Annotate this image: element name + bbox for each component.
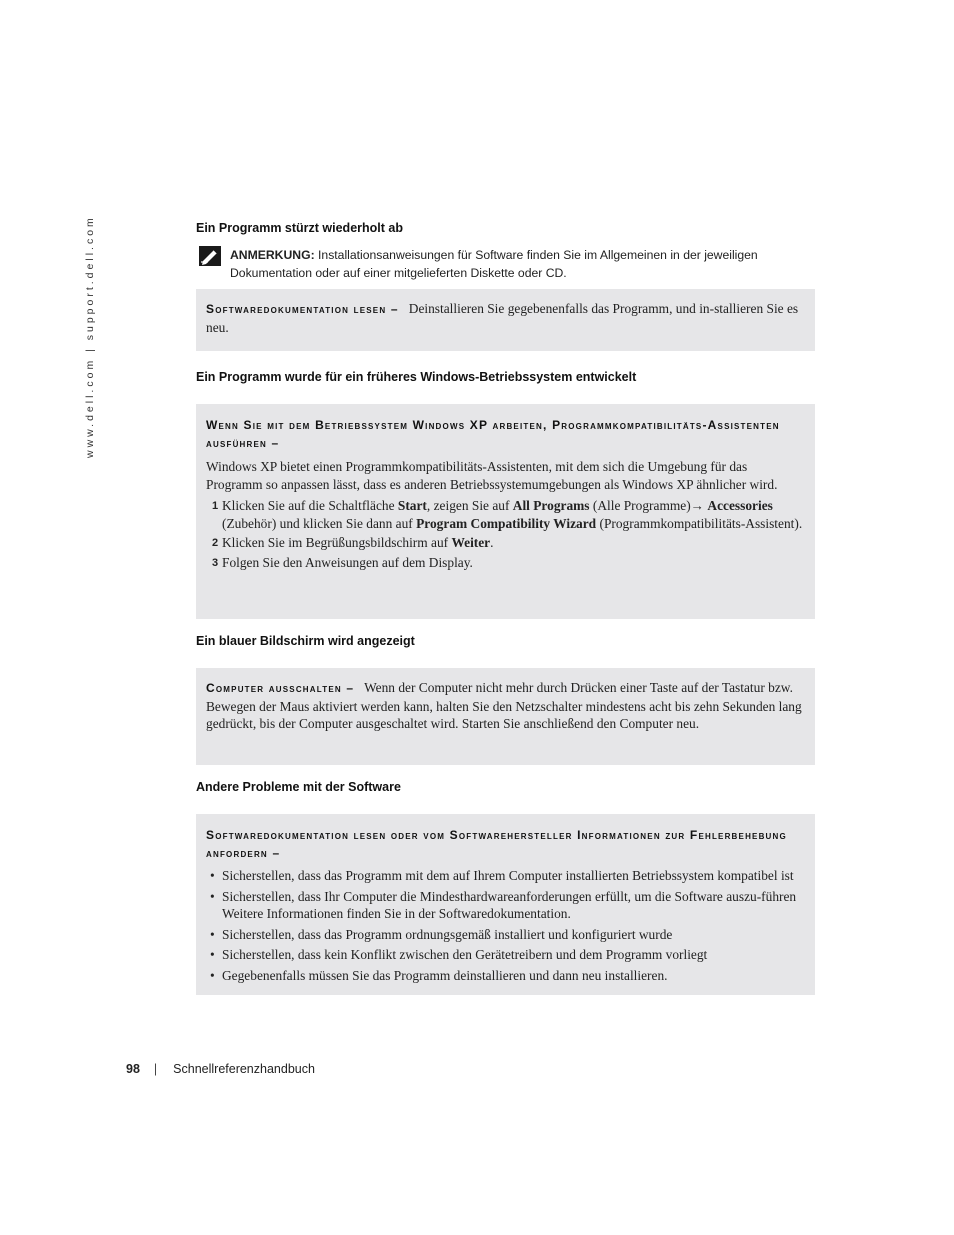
note-label: ANMERKUNG:: [230, 248, 315, 262]
step-text: (Alle Programme)→: [589, 498, 708, 513]
section-heading-blue-screen: Ein blauer Bildschirm wird angezeigt: [196, 634, 415, 648]
step-number: 2: [212, 537, 219, 549]
solution-box-power-off: [196, 668, 815, 765]
book-title: Schnellreferenzhandbuch: [173, 1062, 315, 1076]
ui-term-start: Start: [397, 498, 427, 513]
box-text-power-off: Wenn der Computer nicht mehr durch Drücken einer Taste auf der Tastatur bzw. Bewegen der Maus aktiviert werden kann, halten Sie den Netzschalter mindestens acht bis zehn Sekunden lang gedrückt, bis der Computer ausgeschaltet wird. Starten Sie anschließend den Computer neu.: [206, 680, 802, 731]
note-text-block: [230, 246, 815, 282]
solution-box-reinstall-body: [206, 300, 805, 336]
compat-intro: Windows XP bietet einen Programmkompatibilitäts-Assistenten, mit dem sich die Umgebung für das Programm so anpassen lässt, dass es anderen Betriebssystemumgebungen als Windows XP ähnlicher wird.: [206, 459, 778, 492]
step-number: 3: [212, 556, 219, 569]
ui-term-accessories: Accessories: [707, 498, 773, 513]
box-text-reinstall: Deinstallieren Sie gegebenenfalls das Programm, und in-stallieren Sie es neu.: [206, 301, 799, 335]
page-footer: [126, 1062, 315, 1076]
page-number: 98: [126, 1062, 140, 1076]
box-title-computer-off: Computer ausschalten –: [206, 681, 355, 695]
solution-box-power-off-body: [206, 679, 805, 733]
step-text: Klicken Sie im Begrüßungsbildschirm auf: [222, 535, 452, 550]
section-heading-program-crashes: Ein Programm stürzt wiederholt ab: [196, 221, 403, 235]
ui-term-all-programs: All Programs: [512, 498, 590, 513]
step-text: Klicken Sie auf die Schaltfläche: [222, 498, 398, 513]
footer-separator: |: [153, 1062, 158, 1076]
step-text: , zeigen Sie auf: [426, 498, 513, 513]
list-item: • Sicherstellen, dass das Programm mit dem auf Ihrem Computer installierten Betriebssystem kompatibel ist: [206, 867, 805, 885]
note-text: Installationsanweisungen für Software finden Sie im Allgemeinen in der jeweiligen Dokumentation oder auf einer mitgelieferten Diskette oder CD.: [230, 248, 758, 280]
list-item: • Sicherstellen, dass das Programm ordnungsgemäß installiert und konfiguriert wurde: [206, 926, 805, 944]
ui-term-weiter: Weiter: [451, 535, 491, 550]
ui-term-compat-wizard: Program Compatibility Wizard: [416, 515, 597, 531]
list-item: • Gegebenenfalls müssen Sie das Programm deinstallieren und dann neu installieren.: [206, 967, 805, 985]
box-title-read-docs: Softwaredokumentation lesen –: [206, 302, 399, 316]
step-text: (Zubehör) und klicken Sie dann auf: [222, 515, 417, 531]
step-text: Folgen Sie den Anweisungen auf dem Display.: [222, 554, 473, 570]
side-url-text: www.dell.com | support.dell.com: [84, 215, 96, 458]
step-item: [206, 534, 805, 552]
section-heading-older-windows: Ein Programm wurde für ein früheres Windows-Betriebssystem entwickelt: [196, 370, 637, 384]
solution-box-reinstall: [196, 289, 815, 351]
list-item: • Sicherstellen, dass kein Konflikt zwischen den Gerätetreibern und dem Programm vorliegt: [206, 946, 805, 964]
solution-box-compatibility: [196, 404, 815, 619]
other-bullets: [206, 867, 805, 984]
box-title-contact-vendor: Softwaredokumentation lesen oder vom Softwarehersteller Informationen zur Fehlerbehebung anfordern –: [206, 828, 787, 860]
solution-box-other: [196, 814, 815, 995]
step-number: 1: [212, 500, 219, 512]
step-text: .: [490, 535, 494, 550]
step-item: [206, 554, 805, 572]
list-item: • Sicherstellen, dass Ihr Computer die Mindesthardwareanforderungen erfüllt, um die Software auszu-führen Weitere Informationen finden Sie in der Softwaredokumentation.: [206, 888, 805, 923]
section-heading-other-problems: Andere Probleme mit der Software: [196, 780, 401, 794]
pencil-note-icon: [199, 246, 221, 266]
step-text: (Programmkompatibilitäts-Assistent).: [596, 515, 803, 531]
step-item: [206, 497, 805, 532]
compat-steps: [206, 497, 805, 571]
box-title-compatibility-wizard: Wenn Sie mit dem Betriebssystem Windows XP arbeiten, Programmkompatibilitäts-Assistenten ausführen –: [206, 418, 780, 450]
